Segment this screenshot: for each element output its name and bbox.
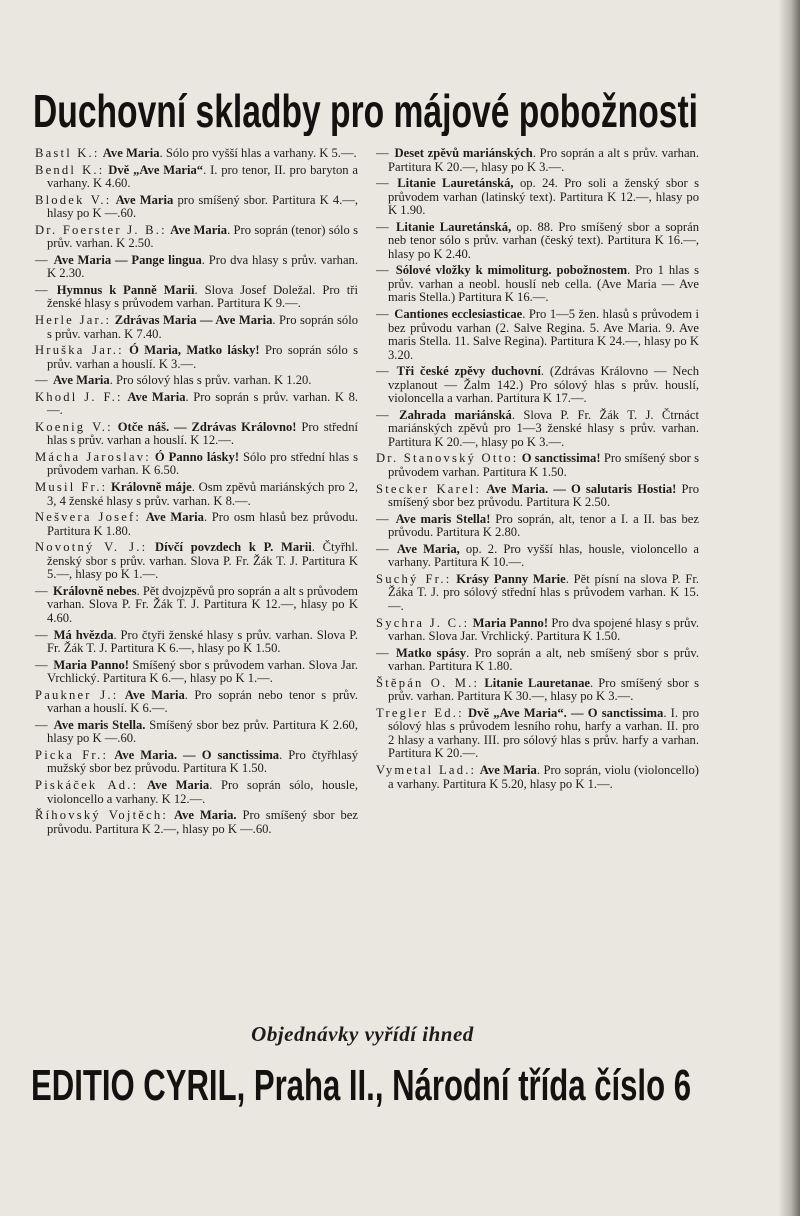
order-note: Objednávky vyřídí ihned [251,1022,474,1046]
entry-author: — [376,176,391,191]
entry-author: Mácha Jaroslav: [35,449,151,464]
entry-description: . Slova P. Fr. Žák T. J. Čtrnáct mariánských zpěvů pro 1—3 ženské hlasy s prův. varhan. Partitura K 20.—, hlasy po K 3.—. [388,407,699,449]
entry-description: Smíšený sbor s průvodem varhan. Slova Jar. Vrchlický. Partitura K 6.—, hlasy po K 1.—. [47,657,358,686]
entry-author: Štěpán O. M.: [376,675,480,690]
catalog-entry [376,617,699,644]
catalog-entry [376,513,699,540]
entry-description: . Pro čtyři ženské hlasy s prův. varhan. Slova P. Fr. Žák T. J. Partitura K 6.—, hlasy po K 1.50. [47,627,358,656]
page-edge-shadow [778,0,800,1216]
entry-title: Má hvězda [53,627,114,642]
catalog-entry [35,809,358,836]
entry-author: Říhovský Vojtěch: [35,808,169,823]
entry-description: . Pro soprán sólo s prův. varhan. K 7.40. [47,313,358,341]
entry-description: . Pro soprán, violu (violoncello) a varhany. Partitura K 5.20, hlasy po K 1.—. [388,762,699,791]
catalog-entry [35,585,358,626]
entry-title: Královně máje [111,480,192,495]
entry-author: — [376,146,391,160]
entry-author: — [376,541,391,556]
entry-description: Pro soprán, alt, tenor a I. a II. bas bez průvodu. Partitura K 2.80. [388,511,699,540]
entry-description: Pro smíšený sbor bez průvodu. Partitura K 2.50. [388,481,699,510]
entry-author: — [376,219,391,234]
entry-description: . Pro 1—5 žen. hlasů s průvodem i bez průvodu varhan (2. Salve Regina. 5. Ave Maria. 9. Ave maris Stella. 11. Salve Regina). Partitura K 24.—, hlasy po K 3.20. [388,307,700,362]
entry-description: . Pro sólový hlas s prův. varhan. K 1.20. [109,373,312,388]
entry-description: . Pro soprán nebo tenor s prův. varhan a houslí. K 6.—. [47,687,358,716]
catalog-entry [376,221,699,262]
catalog-entry [35,629,358,656]
entry-description: . Sólo pro vyšší hlas a varhany. K 5.—. [159,146,357,160]
entry-description: Pro dva spojené hlasy s prův. varhan. Slova Jar. Vrchlický. Partitura K 1.50. [388,615,699,644]
entry-title: Královně nebes [52,583,137,598]
entry-author: Bendl K.: [35,162,105,177]
catalog-entry [376,308,699,362]
heading [33,84,703,136]
entry-description: . Pro smíšený sbor s prův. varhan. Partitura K 30.—, hlasy po K 3.—. [388,675,699,704]
entry-author: Novotný V. J.: [35,540,148,555]
entry-title: Hymnus k Panně Marii [56,282,195,297]
entry-description: op. 24. Pro soli a ženský sbor s průvodem varhan (latinský text). Partitura K 12.—, hlasy po K 1.90. [388,176,699,218]
entry-title: Ave Maria — Pange lingua [53,252,202,267]
entry-author: Musil Fr.: [35,480,108,495]
catalog-entry [35,147,358,161]
entry-title: Zahrada mariánská [399,407,512,422]
entry-author: Piskáček Ad.: [35,777,139,792]
entry-author: — [376,364,391,379]
entry-title: Ave Maria [479,762,537,777]
entry-title: Ave Maria [127,389,186,404]
entry-title: Ave Maria [52,373,110,388]
catalog-entry [35,254,358,281]
entry-author: Stecker Karel: [376,481,482,496]
entry-title: Zdrávas Maria — Ave Maria [114,313,273,328]
entry-title: Ave Maria. [173,808,237,823]
entry-description: . Osm zpěvů mariánských pro 2, 3, 4 ženské hlasy s prův. varhan. K 8.—. [47,480,358,508]
entry-title: Sólové vložky k mimoliturg. pobožnostem [395,263,628,278]
entry-title: Ave Maria [115,192,174,207]
entry-title: Ave maris Stella. [53,717,146,732]
entry-description: . Pro čtyřhlasý mužský sbor bez průvodu. Partitura K 1.50. [47,747,358,776]
publisher-text: EDITIO CYRIL, Praha II., Národní třída číslo 6 [31,1061,691,1108]
entry-description: . Pět dvojzpěvů pro soprán a alt s průvodem varhan. Slova P. Fr. Žák T. J. Partitura K 12.—, hlasy po K 4.60. [47,583,358,625]
entry-title: Maria Panno! [472,615,549,630]
entry-description: . I. pro tenor, II. pro baryton a varhany. K 4.60. [47,162,358,191]
entry-author: Koenig V.: [35,419,113,434]
entry-author: Suchý Fr.: [376,571,452,586]
entry-description: . Pro 1 hlas s prův. varhan a neobl. houslí neb cella. (Ave Maria — Ave maris Stella.) Partitura K 16.—. [388,263,699,305]
entry-author: — [35,583,50,598]
catalog-entry [35,511,358,538]
entry-description: Pro střední hlas s prův. varhan a houslí. K 12.—. [47,419,358,448]
entry-author: Dr. Stanovský Otto: [376,451,519,466]
entry-author: — [376,263,391,278]
entry-title: Litanie Lauretánská, [396,219,512,234]
entry-title: Cantiones ecclesiasticae [394,307,523,322]
entry-description: pro smíšený sbor. Partitura K 4.—, hlasy po K —.60. [47,192,359,221]
catalog-entry [35,481,358,508]
catalog-entry [35,391,358,418]
right-column [376,147,699,794]
entry-description: Pro smíšený sbor s průvodem varhan. Partitura K 1.50. [388,451,699,480]
entry-title: Ave Maria [145,510,204,525]
catalog-entry [35,164,358,191]
entry-title: Dvě „Ave Maria“. — O sanctissima [468,705,664,720]
entry-author: — [35,373,50,388]
catalog-entry [376,147,699,174]
entry-author: Paukner J.: [35,687,119,702]
entry-author: Sychra J. C.: [376,615,470,630]
catalog-entry [376,543,699,570]
entry-description: op. 2. Pro vyšší hlas, housle, violoncello a varhany. Partitura K 10.—. [388,541,700,570]
entry-title: Ave Maria [124,687,185,702]
entry-author: — [35,627,50,642]
entry-title: Deset zpěvů mariánských [394,146,533,160]
entry-title: Ave Maria, [396,541,460,556]
entry-author: — [376,645,391,660]
entry-title: Ave Maria [102,146,160,160]
catalog-entry [35,779,358,806]
catalog-entry [376,409,699,450]
entry-author: Khodl J. F.: [35,389,123,404]
catalog-entry [35,194,358,221]
catalog-entry [376,647,699,674]
entry-description: . Pro soprán sólo, housle, violoncello a varhany. K 12.—. [47,777,359,806]
catalog-entry [376,677,699,704]
catalog-entry [35,719,358,746]
entry-title: Krásy Panny Marie [456,571,566,586]
entry-author: Picka Fr.: [35,747,109,762]
entry-author: — [35,252,50,267]
entry-title: Litanie Lauretanae [484,675,590,690]
catalog-entry [35,451,358,478]
entry-author: — [376,307,391,322]
catalog-entry [35,314,358,341]
entry-author: Bastl K.: [35,146,100,160]
entry-author: Dr. Foerster J. B.: [35,222,167,237]
catalog-entry [376,365,699,406]
entry-title: Dívčí povzdech k P. Marii [155,540,312,555]
entry-author: Herle Jar.: [35,313,112,328]
entry-title: Maria Panno! [53,657,129,672]
catalog-entry [35,689,358,716]
entry-description: . Pro dva hlasy s prův. varhan. K 2.30. [47,252,358,281]
entry-description: . Pro osm hlasů bez průvodu. Partitura K 1.80. [47,510,358,538]
catalog-entry [376,264,699,305]
entry-author: Nešvera Josef: [35,510,142,525]
entry-title: Ó Panno lásky! [154,449,240,464]
catalog-entry [35,224,358,251]
entry-description: . (Zdrávas Královno — Nech vzplanout — Žalm 142.) Pro sólový hlas s prův. houslí, violoncella a varhan. Partitura K 17.—. [388,364,699,406]
entry-title: Otče náš. — Zdrávas Královno! [117,419,297,434]
catalog-entry [376,573,699,614]
entry-description: . Pro soprán a alt s prův. varhan. Partitura K 20.—, hlasy po K 3.—. [388,146,700,174]
entry-author: — [376,407,391,422]
entry-description: . Pro soprán a alt, neb smíšený sbor s prův. varhan. Partitura K 1.80. [388,645,699,674]
entry-description: Pro smíšený sbor bez průvodu. Partitura K 2.—, hlasy po K —.60. [47,808,358,836]
left-column [35,147,358,839]
entry-title: Ave maris Stella! [395,511,491,526]
entry-description: . Pět písní na slova P. Fr. Žáka T. J. pro sólový střední hlas s průvodem varhan. K 15.—. [388,571,699,613]
entry-author: — [35,282,50,297]
catalog-entry [35,374,358,388]
entry-author: — [35,657,50,672]
entry-title: Tři české zpěvy duchovní [396,364,541,379]
entry-author: Blodek V.: [35,192,112,207]
entry-description: . Pro soprán s prův. varhan. K 8.—. [47,389,359,418]
catalog-entry [35,421,358,448]
entry-title: Ave Maria. — O sanctissima [114,747,280,762]
catalog-entry [35,344,358,371]
entry-description: . Pro soprán (tenor) sólo s prův. varhan. K 2.50. [47,222,359,251]
entry-description: . I. pro sólový hlas s průvodem lesního rohu, harfy a varhan. II. pro 2 hlasy a varhany. III. pro sólový hlas s prův. harfy a varhan. Partitura K 20.—. [388,705,699,761]
catalog-entry [35,541,358,582]
catalog-entry [376,452,699,479]
entry-title: Ó Maria, Matko lásky! [129,343,260,358]
catalog-entry [376,177,699,218]
entry-title: Litanie Lauretánská, [397,176,514,191]
entry-description: . Slova Josef Doležal. Pro tři ženské hlasy s průvodem varhan. Partitura K 9.—. [47,282,358,311]
entry-title: O sanctissima! [521,451,601,466]
entry-title: Ave Maria [170,222,228,237]
entry-title: Matko spásy [395,645,467,660]
catalog-entry [35,749,358,776]
entry-description: Sólo pro střední hlas s průvodem varhan. K 6.50. [47,449,359,478]
entry-author: Tregler Ed.: [376,705,464,720]
entry-author: — [376,511,391,526]
entry-title: Ave Maria. — O salutaris Hostia! [486,481,677,496]
entry-author: Vymetal Lad.: [376,762,477,777]
catalog-entry [35,284,358,311]
entry-author: — [35,717,50,732]
catalog-entry [376,764,699,791]
entry-description: . Čtyřhl. ženský sbor s prův. varhan. Slova P. Fr. Žák T. J. Partitura K 5.—, hlasy po K 1.—. [47,540,358,582]
catalog-entry [376,707,699,761]
entry-author: Hruška Jar.: [35,343,124,358]
catalog-entry [35,659,358,686]
entry-description: op. 88. Pro smíšený sbor a soprán neb tenor sólo s prův. varhan (český text). Partitura K 16.—, hlasy po K 2.40. [388,219,699,261]
entry-description: Smíšený sbor bez prův. Partitura K 2.60, hlasy po K —.60. [47,717,358,746]
entry-description: Pro soprán sólo s prův. varhan a houslí. K 3.—. [47,343,359,371]
publisher-line [31,1058,696,1108]
heading-text: Duchovní skladby pro májové pobožnosti [33,85,698,136]
entry-title: Ave Maria [146,777,210,792]
entry-title: Dvě „Ave Maria“ [108,162,204,177]
catalog-entry [376,483,699,510]
